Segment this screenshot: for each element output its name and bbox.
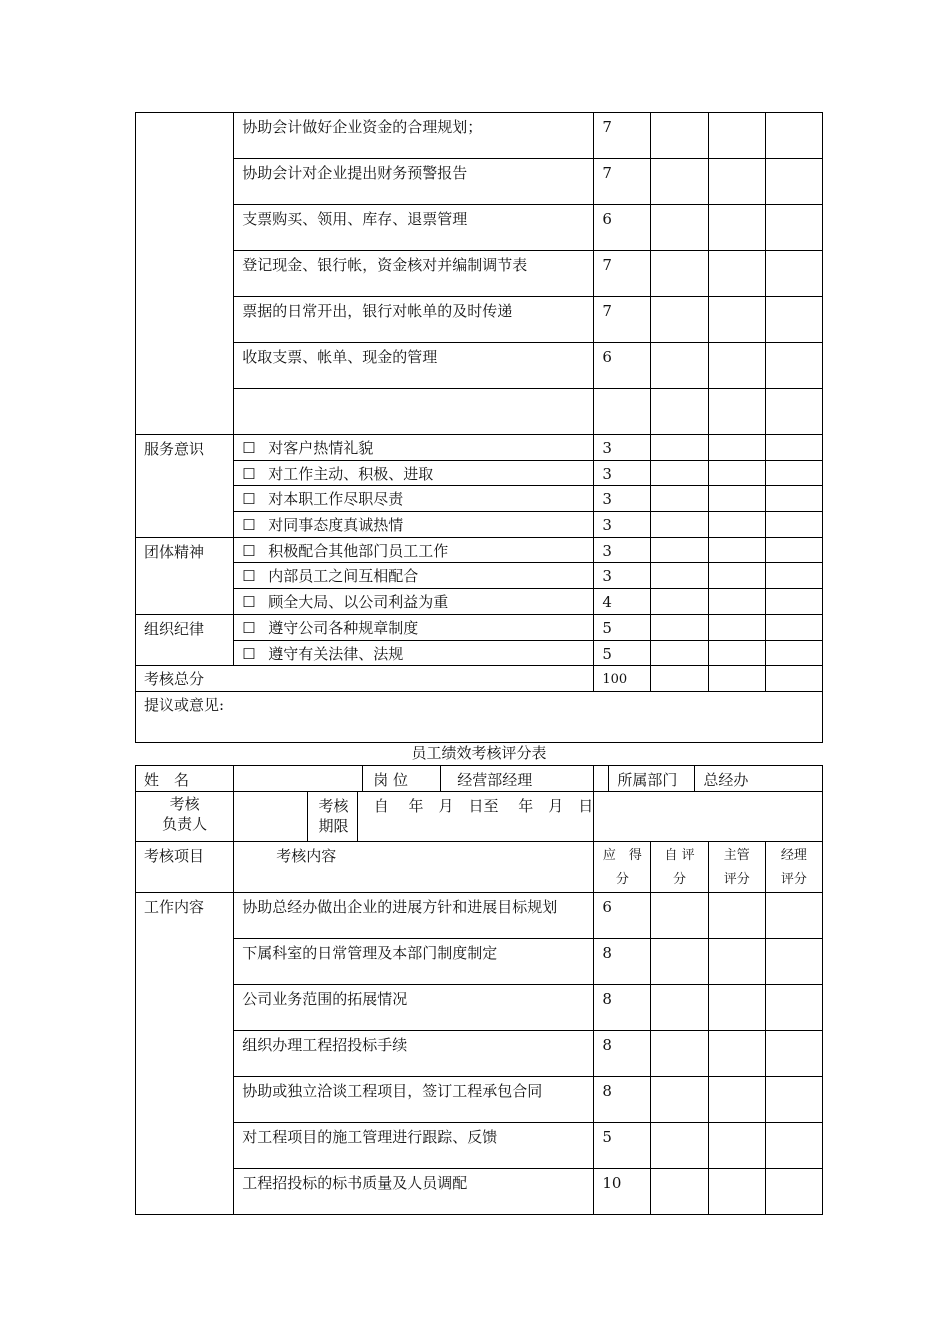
score-cell: 6 [594,343,651,389]
suggestion-field[interactable] [136,691,823,742]
rating-cell[interactable] [765,389,822,435]
suggestion-label: 提议或意见: [144,695,225,714]
rating-cell[interactable] [708,435,765,461]
content-cell [234,486,594,512]
table-row [136,460,823,486]
score-cell: 3 [594,435,651,461]
rating-cell[interactable] [765,563,822,589]
name-value-field[interactable] [234,766,363,791]
table-row [136,159,823,205]
score-cell: 8 [594,1077,651,1123]
score-cell: 7 [594,251,651,297]
rating-cell[interactable] [708,563,765,589]
rating-cell[interactable] [708,893,765,939]
score-cell: 8 [594,1031,651,1077]
score-cell: 6 [594,205,651,251]
content-cell: 组织办理工程招投标手续 [234,1031,594,1077]
category-label: 团体精神 [136,537,234,614]
info-row-reviewer [136,792,823,842]
col-header-super-1: 主管 [723,848,750,863]
rating-cell[interactable] [651,893,708,939]
content-cell [234,435,594,461]
checkbox-icon[interactable]: ☐ [242,567,256,586]
col-header-mgr-1: 经理 [780,848,807,863]
rating-cell[interactable] [651,460,708,486]
rating-cell[interactable] [765,460,822,486]
score-cell [594,389,651,435]
score-cell: 3 [594,460,651,486]
dept-label: 所属部门 [609,766,695,791]
rating-cell[interactable] [765,205,822,251]
table-row [136,563,823,589]
checkbox-icon[interactable]: ☐ [242,439,256,457]
rating-cell[interactable] [708,1077,765,1123]
score-cell: 3 [594,563,651,589]
table-row [136,939,823,985]
table-row [136,389,823,435]
rating-cell[interactable] [651,614,708,640]
table-row [136,251,823,297]
item-label: 对工作主动、积极、进取 [268,464,434,483]
rating-cell[interactable] [651,159,708,205]
table-row [136,537,823,563]
score-cell: 5 [594,1123,651,1169]
rating-cell[interactable] [765,113,822,159]
category-cell [136,113,234,435]
rating-cell[interactable] [708,159,765,205]
rating-cell[interactable] [765,939,822,985]
rating-cell[interactable] [708,640,765,666]
score-cell: 10 [594,1169,651,1215]
total-rating-cell[interactable] [708,666,765,692]
rating-cell[interactable] [708,1031,765,1077]
table-row [136,1123,823,1169]
rating-cell[interactable] [651,389,708,435]
rating-cell[interactable] [708,985,765,1031]
table-row [136,614,823,640]
col-header-super-2: 评分 [723,872,750,887]
rating-cell[interactable] [708,589,765,615]
rating-cell[interactable] [765,1169,822,1215]
info-row-name [136,766,823,792]
score-cell: 5 [594,640,651,666]
table-row [136,1169,823,1215]
checkbox-icon[interactable]: ☐ [242,490,256,509]
content-cell: 登记现金、银行帐，资金核对并编制调节表 [234,251,594,297]
score-cell: 8 [594,939,651,985]
evaluation-table-continued [135,112,823,743]
rating-cell[interactable] [708,512,765,538]
score-cell: 8 [594,985,651,1031]
content-cell [234,537,594,563]
score-cell: 4 [594,589,651,615]
position-value: 经营部经理 [457,771,533,789]
content-cell [234,512,594,538]
column-header-row [136,842,823,893]
table-row [136,589,823,615]
period-value: 自 年 月 日至 年 月 日 [373,797,594,815]
position-label: 岗 位 [363,766,441,791]
rating-cell[interactable] [651,939,708,985]
score-cell: 7 [594,159,651,205]
rating-cell[interactable] [765,343,822,389]
table-row [136,1077,823,1123]
form-title: 员工绩效考核评分表 [411,744,547,762]
rating-cell[interactable] [765,589,822,615]
content-cell: 对工程项目的施工管理进行跟踪、反馈 [234,1123,594,1169]
rating-cell[interactable] [651,251,708,297]
rating-cell[interactable] [651,435,708,461]
rating-cell[interactable] [765,893,822,939]
rating-cell[interactable] [765,251,822,297]
category-label: 工作内容 [136,893,234,1215]
col-header-content: 考核内容 [234,842,594,893]
dept-value: 总经办 [703,771,749,789]
rating-cell[interactable] [708,1169,765,1215]
rating-cell[interactable] [651,640,708,666]
score-cell: 3 [594,486,651,512]
item-label: 遵守公司各种规章制度 [268,618,419,637]
table-row [136,893,823,939]
total-label: 考核总分 [136,666,594,692]
rating-cell[interactable] [765,1123,822,1169]
rating-cell[interactable] [708,389,765,435]
rating-cell[interactable] [765,486,822,512]
item-label: 内部员工之间互相配合 [268,567,419,586]
rating-cell[interactable] [651,343,708,389]
content-cell [234,640,594,666]
content-cell [234,563,594,589]
rating-cell[interactable] [708,486,765,512]
rating-cell[interactable] [708,939,765,985]
table-row [136,113,823,159]
content-cell: 工程招投标的标书质量及人员调配 [234,1169,594,1215]
score-cell: 7 [594,297,651,343]
rating-cell[interactable] [708,251,765,297]
total-row [136,666,823,692]
rating-cell[interactable] [708,614,765,640]
col-header-item: 考核项目 [136,842,234,893]
checkbox-icon[interactable]: ☐ [242,593,256,612]
rating-cell[interactable] [651,1169,708,1215]
content-cell: 下属科室的日常管理及本部门制度制定 [234,939,594,985]
col-header-mgr-2: 评分 [780,872,807,887]
category-label: 服务意识 [136,435,234,538]
col-header-score-1: 应 得 [602,848,642,863]
content-cell [234,389,594,435]
table-row [136,640,823,666]
rating-cell[interactable] [651,563,708,589]
rating-cell[interactable] [765,537,822,563]
table-row [136,985,823,1031]
score-cell: 7 [594,113,651,159]
content-cell: 支票购买、领用、库存、退票管理 [234,205,594,251]
rating-cell[interactable] [765,435,822,461]
name-label: 姓 名 [136,766,234,792]
content-cell [234,460,594,486]
content-cell: 收取支票、帐单、现金的管理 [234,343,594,389]
rating-cell[interactable] [651,985,708,1031]
score-cell: 6 [594,893,651,939]
rating-cell[interactable] [765,985,822,1031]
reviewer-label-line2: 负责人 [162,815,208,833]
checkbox-icon[interactable]: ☐ [242,618,256,637]
content-cell: 协助会计对企业提出财务预警报告 [234,159,594,205]
rating-cell[interactable] [651,297,708,343]
content-cell: 公司业务范围的拓展情况 [234,985,594,1031]
content-cell: 票据的日常开出，银行对帐单的及时传递 [234,297,594,343]
table-row [136,486,823,512]
content-cell: 协助总经办做出企业的进展方针和进展目标规划 [234,893,594,939]
rating-cell[interactable] [651,1077,708,1123]
checkbox-icon[interactable]: ☐ [242,644,256,663]
reviewer-label-line1: 考核 [169,795,200,813]
category-label: 组织纪律 [136,614,234,665]
table-row [136,205,823,251]
rating-cell[interactable] [708,113,765,159]
col-header-self-1: 自 评 [664,848,695,863]
score-cell: 3 [594,512,651,538]
rating-cell[interactable] [765,1031,822,1077]
item-label: 积极配合其他部门员工工作 [268,541,449,560]
checkbox-icon[interactable]: ☐ [242,464,256,483]
checkbox-icon[interactable]: ☐ [242,541,256,560]
rating-cell[interactable] [765,297,822,343]
table-row [136,435,823,461]
content-cell: 协助会计做好企业资金的合理规划； [234,113,594,159]
rating-cell[interactable] [708,297,765,343]
period-label: 考核期限 [308,792,357,841]
total-rating-cell[interactable] [765,666,822,692]
rating-cell[interactable] [651,486,708,512]
rating-cell[interactable] [651,589,708,615]
table-row [136,512,823,538]
rating-cell[interactable] [765,159,822,205]
rating-cell[interactable] [708,460,765,486]
rating-cell[interactable] [765,512,822,538]
content-cell: 协助或独立洽谈工程项目，签订工程承包合同 [234,1077,594,1123]
rating-cell[interactable] [708,1123,765,1169]
rating-cell[interactable] [708,537,765,563]
suggestion-row [136,691,823,742]
col-header-score-2: 分 [615,872,629,887]
reviewer-value-field[interactable] [234,792,308,841]
rating-cell[interactable] [651,1031,708,1077]
total-rating-cell[interactable] [651,666,708,692]
performance-evaluation-table [135,765,823,1215]
total-value: 100 [594,666,651,692]
item-label: 顾全大局、以公司利益为重 [268,593,449,612]
rating-cell[interactable] [765,614,822,640]
item-label: 对本职工作尽职尽责 [268,490,404,509]
rating-cell[interactable] [765,1077,822,1123]
item-label: 遵守有关法律、法规 [268,644,404,663]
table-row [136,297,823,343]
score-cell: 3 [594,537,651,563]
item-label: 对同事态度真诚热情 [268,516,404,535]
score-cell: 5 [594,614,651,640]
rating-cell[interactable] [765,640,822,666]
rating-cell[interactable] [651,512,708,538]
content-cell [234,614,594,640]
checkbox-icon[interactable]: ☐ [242,516,256,535]
rating-cell[interactable] [651,205,708,251]
table-row [136,343,823,389]
table-row [136,1031,823,1077]
rating-cell[interactable] [708,205,765,251]
content-cell [234,589,594,615]
rating-cell[interactable] [651,1123,708,1169]
rating-cell[interactable] [651,113,708,159]
rating-cell[interactable] [708,343,765,389]
col-header-self-2: 分 [673,872,687,887]
item-label: 对客户热情礼貌 [268,439,374,457]
rating-cell[interactable] [651,537,708,563]
